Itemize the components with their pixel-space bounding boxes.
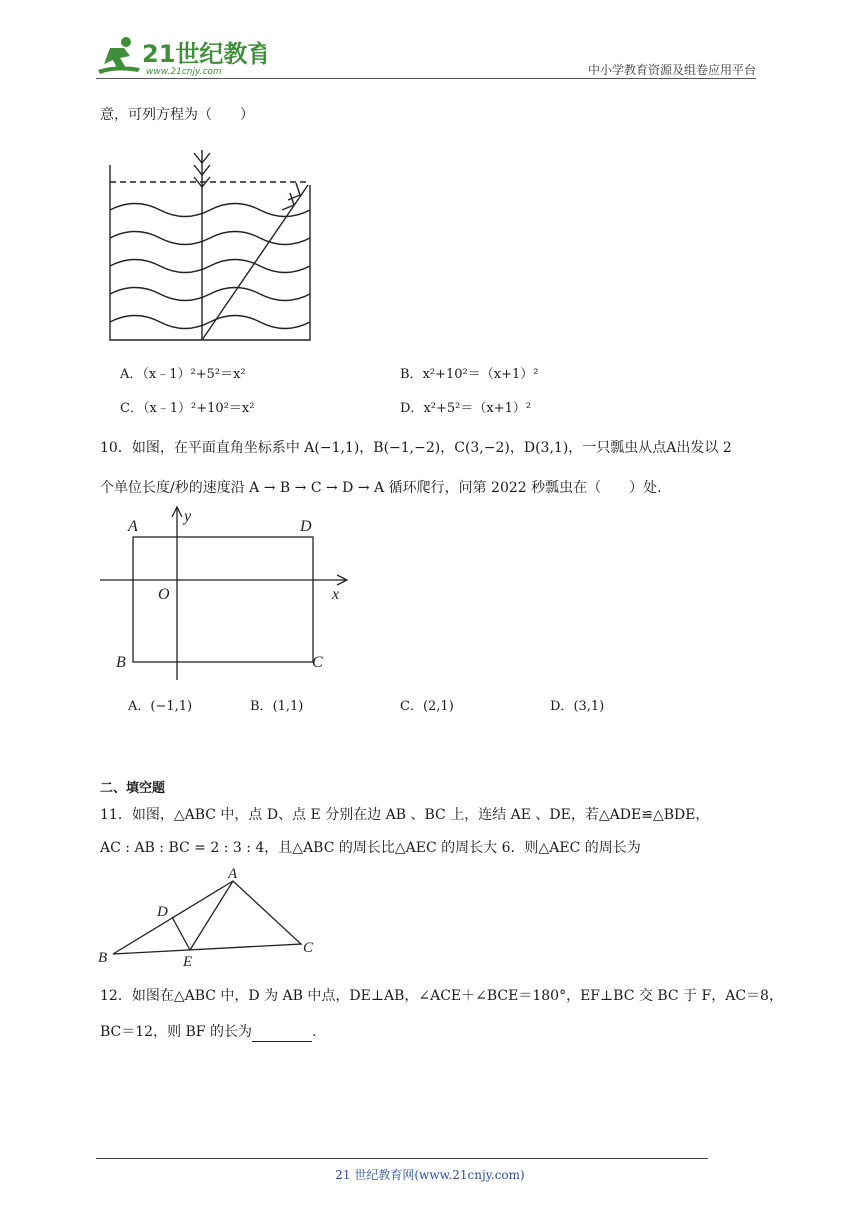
option-text: (2,1) xyxy=(422,699,454,714)
option-label: B． xyxy=(400,367,423,382)
option-text: x²+5²＝（x+1）² xyxy=(423,401,532,416)
option-label: A． xyxy=(120,367,143,382)
q12-period: . xyxy=(311,1024,317,1040)
q11-figure xyxy=(95,866,325,966)
q11-label-c: C xyxy=(303,940,314,956)
q11-label-d: D xyxy=(157,904,168,920)
q9-figure xyxy=(100,145,330,345)
footer-divider xyxy=(96,1158,708,1159)
q10-label-o: O xyxy=(158,586,170,603)
option-text: (3,1) xyxy=(573,699,605,714)
q10-option-d[interactable] xyxy=(550,698,604,716)
q11-label-b: B xyxy=(98,950,108,966)
q10-option-c[interactable] xyxy=(400,698,454,716)
q10-stem-line1: 10．如图，在平面直角坐标系中 A(−1,1)，B(−1,−2)，C(3,−2)，D(3,1)，一只瓢虫从点A出发以 2 xyxy=(100,440,732,456)
q9-option-d[interactable] xyxy=(400,400,531,418)
q10-figure xyxy=(100,505,360,685)
q9-option-a[interactable] xyxy=(120,366,246,384)
option-text: （x﹣1）²+5²＝x² xyxy=(142,367,246,382)
q11-label-e: E xyxy=(183,954,193,966)
answer-blank[interactable] xyxy=(252,1027,312,1042)
q11-label-a: A xyxy=(228,866,238,882)
option-label: A． xyxy=(128,699,151,714)
option-label: D． xyxy=(550,699,574,714)
q10-stem-line2: 个单位长度/秒的速度沿 A → B → C → D → A 循环爬行，问第 2022 秒瓢虫在（ ）处. xyxy=(100,480,662,496)
q10-label-d: D xyxy=(300,518,312,535)
footer-link[interactable]: 21 世纪教育网(www.21cnjy.com) xyxy=(335,1168,525,1182)
logo-url: www.21cnjy.com xyxy=(146,67,222,77)
q10-option-b[interactable] xyxy=(250,698,303,716)
option-label: C． xyxy=(120,401,143,416)
option-text: x²+10²＝（x+1）² xyxy=(422,367,539,382)
q9-option-b[interactable] xyxy=(400,366,538,384)
q9-stem-tail: 意，可列方程为（ ） xyxy=(100,107,254,123)
option-label: C． xyxy=(400,699,423,714)
q10-label-x: x xyxy=(332,586,340,603)
q11-stem-line1: 11．如图，△ABC 中，点 D、点 E 分别在边 AB 、BC 上，连结 AE 、DE，若△ADE≌△BDE， xyxy=(100,807,710,823)
header-divider xyxy=(96,78,756,79)
q12-stem-line2 xyxy=(100,1022,316,1042)
option-text: (1,1) xyxy=(272,699,304,714)
q12-text: BC＝12，则 BF 的长为 xyxy=(100,1024,252,1040)
section-title: 二、填空题 xyxy=(100,781,166,796)
header-platform-text: 中小学教育资源及组卷应用平台 xyxy=(587,63,756,77)
q10-label-b: B xyxy=(116,654,126,671)
q11-stem-line2: AC : AB : BC = 2 : 3 : 4，且△ABC 的周长比△AEC 的周长大 6．则△AEC 的周长为 xyxy=(100,840,641,856)
q9-option-c[interactable] xyxy=(120,400,254,418)
option-text: （x﹣1）²+10²＝x² xyxy=(142,401,255,416)
option-text: (−1,1) xyxy=(150,699,193,714)
option-label: B． xyxy=(250,699,273,714)
q10-label-y: y xyxy=(184,508,192,525)
logo-text: 21世纪教育 xyxy=(142,40,266,68)
q10-label-c: C xyxy=(312,654,323,671)
q10-label-a: A xyxy=(128,518,138,535)
q10-option-a[interactable] xyxy=(128,698,192,716)
q12-stem-line1: 12．如图在△ABC 中，D 为 AB 中点，DE⊥AB，∠ACE＋∠BCE＝180°，EF⊥BC 交 BC 于 F，AC＝8， xyxy=(100,988,783,1004)
option-label: D． xyxy=(400,401,424,416)
site-logo xyxy=(96,34,266,78)
